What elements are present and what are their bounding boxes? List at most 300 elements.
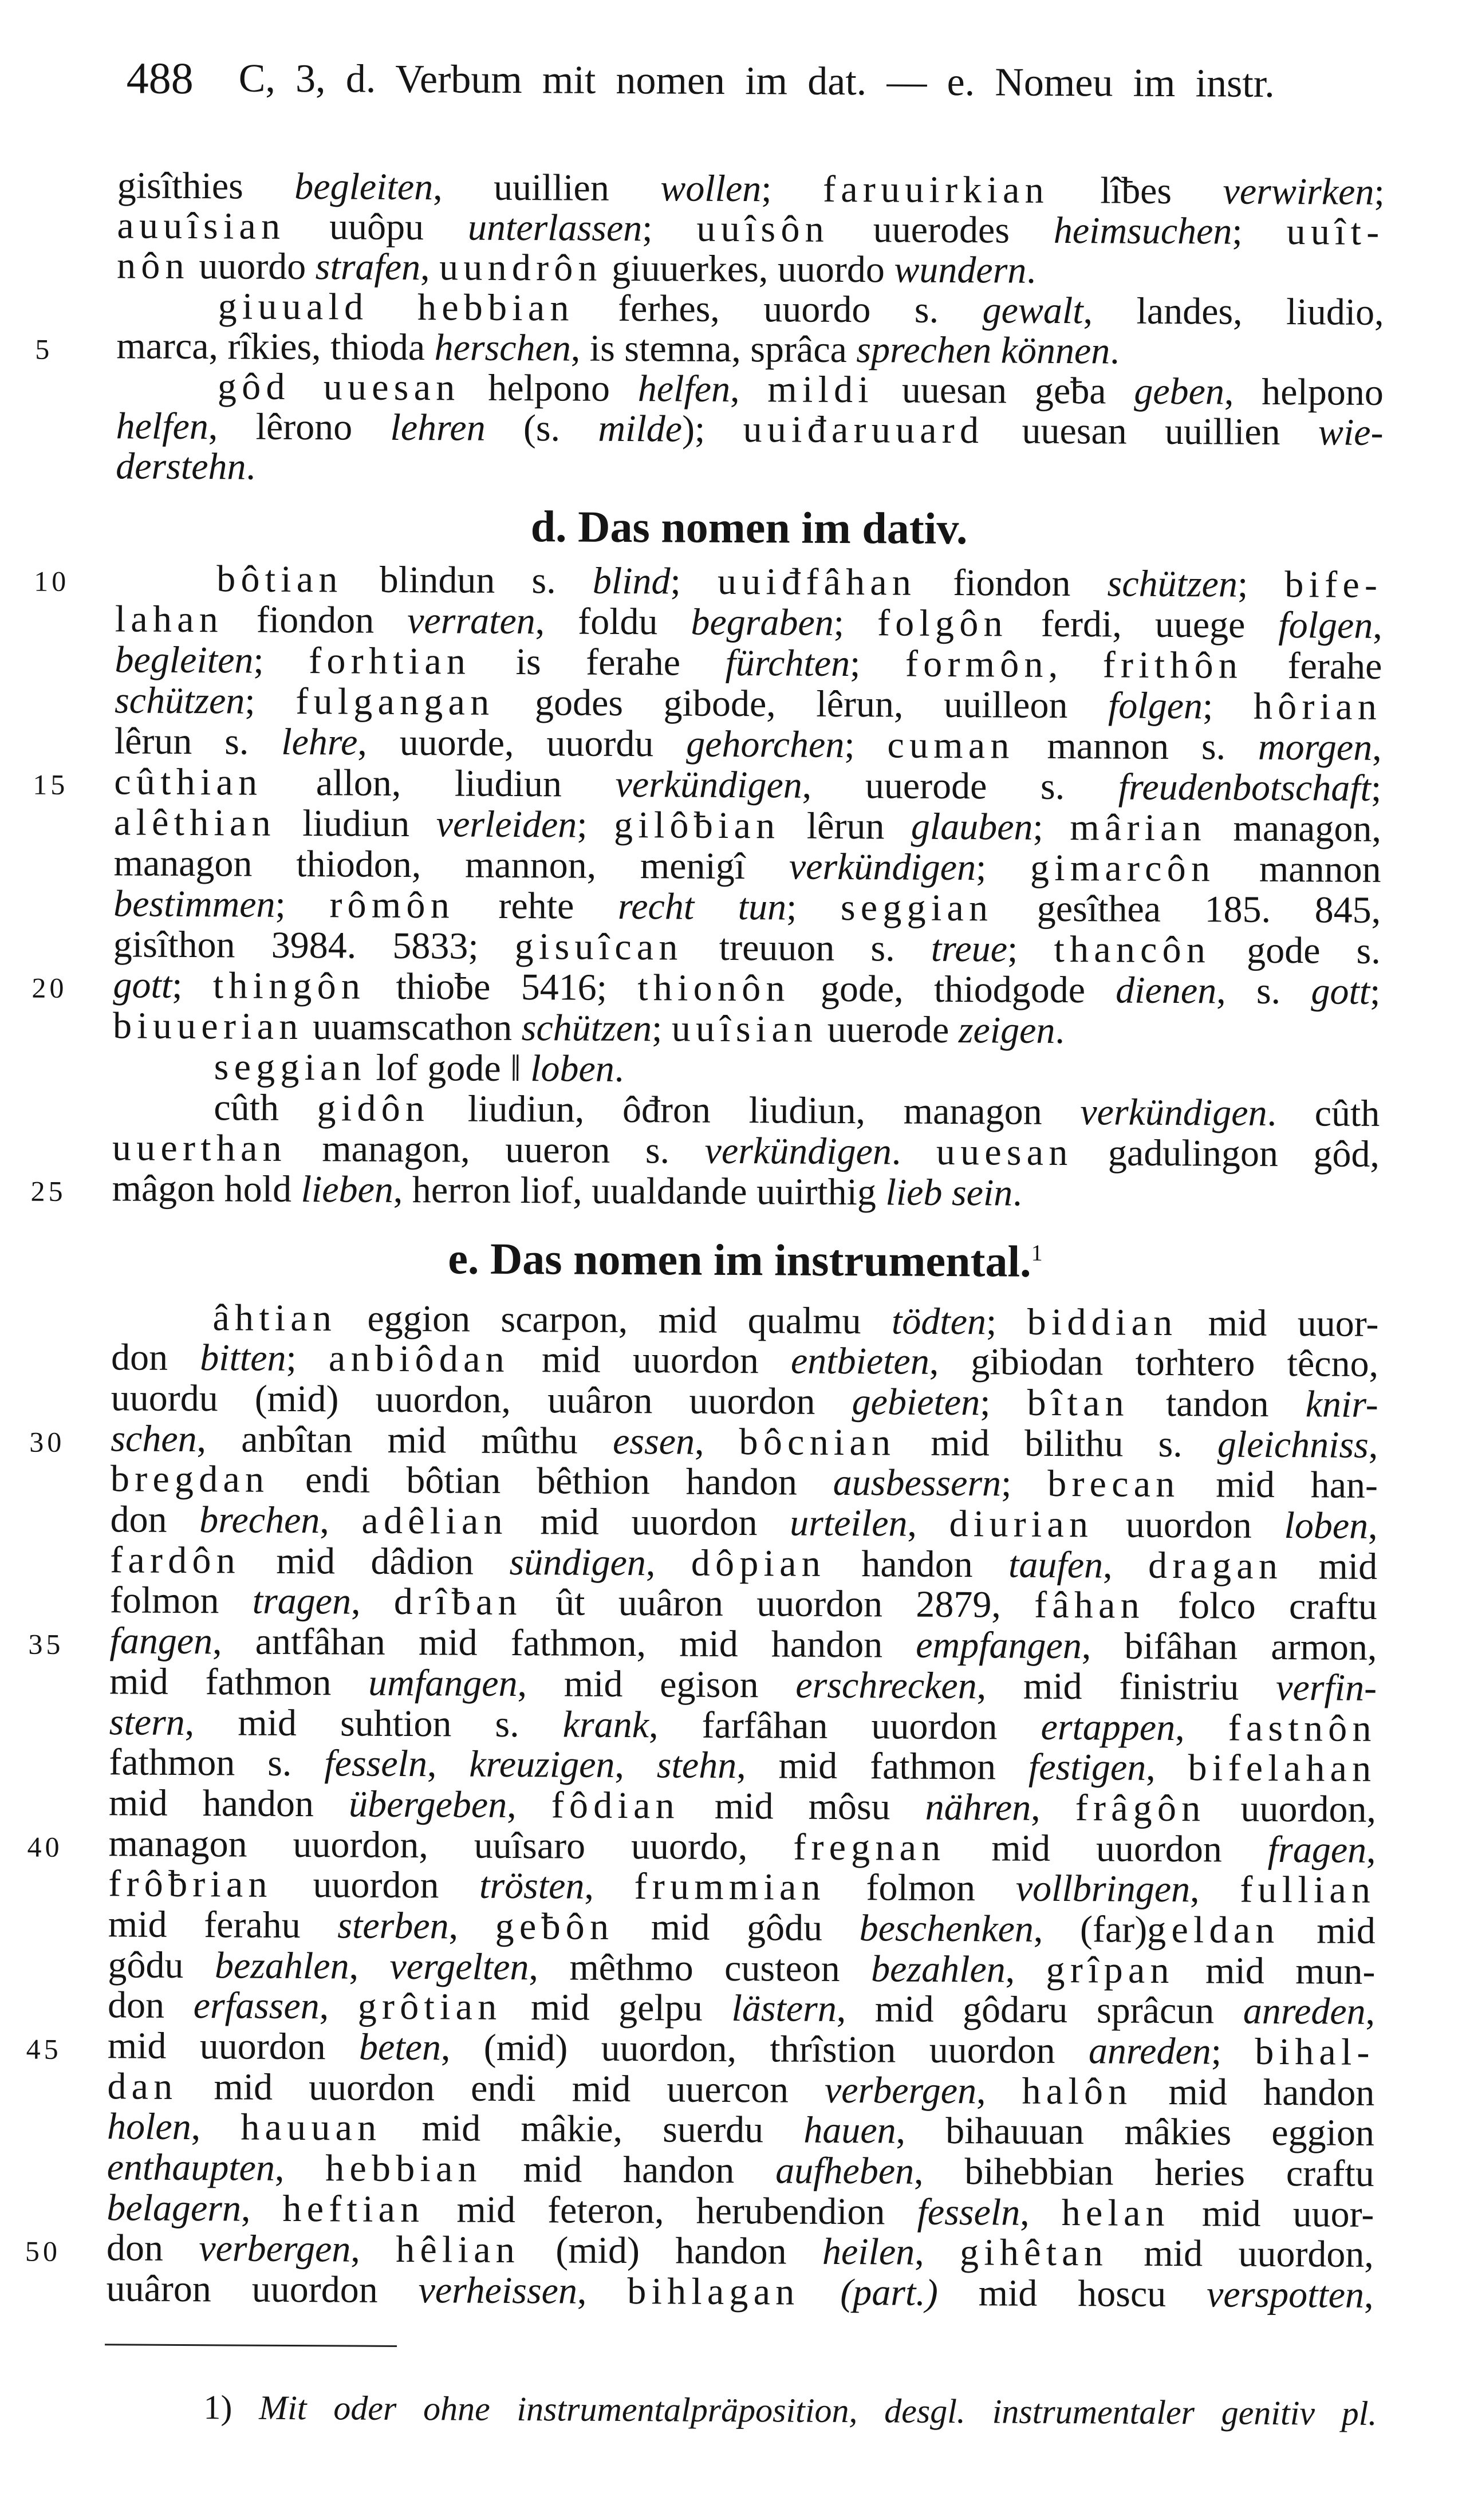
old-saxon-text: folco craftu: [1144, 1585, 1378, 1628]
old-saxon-text: ;: [1369, 970, 1381, 1013]
old-saxon-text: ;: [1211, 2030, 1255, 2073]
old-saxon-text: ;: [253, 639, 309, 682]
german-gloss: gott: [1311, 970, 1370, 1013]
german-gloss: lieben: [301, 1168, 394, 1211]
old-saxon-text: lêrun s.: [114, 719, 282, 763]
german-gloss: wollen: [660, 167, 762, 210]
old-saxon-text: , mid egison: [517, 1662, 796, 1706]
spaced-headword: seggian: [214, 1045, 367, 1089]
german-gloss: herschen: [434, 326, 572, 369]
german-gloss: übergeben: [348, 1783, 507, 1826]
old-saxon-text: tandon: [1129, 1382, 1306, 1426]
old-saxon-text: ;: [849, 642, 906, 685]
old-saxon-text: folmon: [825, 1867, 1016, 1909]
text-line: [33, 760, 1382, 809]
section-heading-d-text: d. Das nomen im dativ.: [530, 501, 968, 553]
old-saxon-text: , (far): [1033, 1908, 1148, 1951]
old-saxon-text: ,: [1366, 1829, 1376, 1871]
old-saxon-text: mid bilithu s.: [896, 1422, 1218, 1466]
old-saxon-text: ;: [1370, 767, 1382, 809]
german-gloss: trösten: [479, 1864, 585, 1907]
footnote-ref: 1: [1031, 1239, 1043, 1266]
text-line: [113, 1005, 1380, 1053]
german-gloss: tödten: [891, 1300, 987, 1342]
text-line: [34, 557, 1383, 606]
old-saxon-text: ,: [448, 1905, 495, 1947]
old-saxon-text: );: [681, 408, 743, 451]
german-gloss: verbergen: [824, 2069, 977, 2112]
old-saxon-text: ,: [1365, 1991, 1376, 2033]
old-saxon-text: , bihebbian heries craftu: [913, 2150, 1374, 2195]
old-saxon-text: ;: [761, 168, 823, 210]
old-saxon-text: ,: [577, 2270, 628, 2313]
german-gloss: anreden: [1088, 2030, 1211, 2073]
spaced-headword: hôrian: [1253, 685, 1382, 728]
old-saxon-text: ;: [286, 1337, 329, 1380]
text-line: [112, 1086, 1380, 1134]
german-gloss: fesseln: [917, 2191, 1020, 2234]
spaced-headword: uundrôn: [439, 246, 602, 289]
line-number: 25: [30, 1175, 66, 1207]
german-gloss: erschrecken: [795, 1664, 977, 1707]
section-e-instrumental: [25, 1296, 1379, 2317]
spaced-headword: fôdian: [551, 1784, 680, 1827]
german-gloss: geben: [1134, 370, 1225, 413]
text-line: [116, 446, 1383, 493]
old-saxon-text: folmon: [109, 1579, 253, 1623]
old-saxon-text: mid gelpu: [502, 1986, 732, 2030]
old-saxon-text: mid uuordon: [509, 1338, 791, 1382]
german-gloss: wie-: [1318, 411, 1384, 454]
old-saxon-text: ,: [1048, 643, 1103, 686]
old-saxon-text: blindun s.: [342, 558, 593, 602]
german-gloss: verkündigen: [615, 763, 802, 806]
old-saxon-text: allon, liudiun: [262, 761, 616, 805]
spaced-headword: hauuan: [241, 2106, 382, 2149]
old-saxon-text: ferhes, uuordo s.: [574, 287, 983, 332]
old-saxon-text: mid ferahu: [108, 1903, 338, 1947]
old-saxon-text: ,: [976, 2069, 1022, 2112]
spaced-headword: drîƀan: [393, 1581, 523, 1624]
german-gloss: anreden: [1243, 1990, 1366, 2033]
spaced-headword: bôcnian: [739, 1420, 896, 1464]
old-saxon-text: uuerodes: [829, 208, 1054, 251]
old-saxon-text: , mid suhtion s.: [184, 1701, 563, 1745]
old-saxon-text: ;: [786, 885, 841, 928]
german-gloss: (part.): [840, 2271, 939, 2314]
text-line: [114, 802, 1381, 849]
german-gloss: dienen: [1116, 968, 1217, 1011]
old-saxon-text: giuuerkes, uuordo: [602, 247, 894, 291]
old-saxon-text: ;: [245, 680, 296, 722]
line-number: 10: [34, 565, 70, 597]
spaced-headword: fardôn: [110, 1539, 241, 1582]
german-gloss: loben: [1284, 1505, 1369, 1547]
german-gloss: folgen: [1278, 604, 1373, 647]
old-saxon-text: mid handon: [1132, 2070, 1375, 2114]
old-saxon-text: managon uuordon, uuîsaro uuordo,: [108, 1822, 794, 1868]
spaced-headword: seggian: [840, 886, 994, 929]
german-gloss: lästern: [731, 1987, 837, 2030]
old-saxon-text: , anbîtan mid mûthu: [196, 1418, 613, 1462]
old-saxon-text: , herron liof, uualdande uuirthig: [393, 1168, 886, 1213]
german-gloss: helfen: [637, 368, 731, 410]
old-saxon-text: managon,: [1206, 806, 1382, 850]
old-saxon-text: is ferahe: [470, 640, 726, 684]
spaced-headword: dan: [107, 2065, 178, 2108]
spaced-headword: frâgôn: [1075, 1787, 1206, 1830]
old-saxon-text: ;: [1007, 928, 1054, 970]
old-saxon-text: mid dâdion: [240, 1539, 510, 1583]
old-saxon-text: ,: [915, 2231, 960, 2274]
text-line: [31, 963, 1381, 1013]
old-saxon-text: mid uuordon: [945, 1826, 1268, 1871]
spaced-headword: adêlian: [361, 1499, 508, 1543]
spaced-headword: anbiôdan: [328, 1337, 510, 1381]
old-saxon-text: , uuorde, uuordu: [357, 721, 687, 765]
german-gloss: empfangen: [916, 1624, 1082, 1667]
section-heading-d: [115, 498, 1382, 557]
line-number: 40: [27, 1830, 63, 1863]
german-gloss: verheissen: [418, 2269, 578, 2312]
german-gloss: recht tun: [617, 885, 787, 928]
old-saxon-text: gisîthon 3984. 5833;: [113, 923, 515, 967]
old-saxon-text: gode s.: [1210, 928, 1381, 972]
old-saxon-text: , helpono: [1224, 371, 1384, 414]
german-gloss: glauben: [911, 805, 1033, 848]
old-saxon-text: ;: [171, 964, 214, 1006]
german-gloss: lehren: [390, 406, 486, 449]
german-gloss: loben: [530, 1047, 615, 1090]
section-heading-e: [112, 1231, 1379, 1289]
text-line: [112, 1127, 1380, 1175]
spaced-headword: giuuald hebbian: [218, 285, 574, 329]
spaced-headword: diurian: [949, 1503, 1094, 1546]
old-saxon-text: mâgon hold: [112, 1167, 301, 1210]
german-gloss: schützen: [1107, 562, 1238, 605]
old-saxon-text: , landes, liudio,: [1083, 290, 1384, 333]
german-gloss: stern: [109, 1700, 185, 1743]
old-saxon-text: , mid finistriu: [976, 1665, 1276, 1708]
old-saxon-text: handon: [825, 1542, 1009, 1586]
old-saxon-text: mid feteron, herubendion: [424, 2188, 917, 2233]
old-saxon-text: , bifâhan armon,: [1081, 1625, 1377, 1669]
spaced-headword: auuîsian: [117, 204, 286, 247]
german-gloss: lieb sein: [885, 1171, 1013, 1214]
spaced-headword: frithôn: [1102, 643, 1243, 687]
old-saxon-text: , (mid) uuordon, thrîstion uuordon: [440, 2026, 1089, 2072]
old-saxon-text: mid môsu: [679, 1785, 925, 1828]
old-saxon-text: ,: [320, 1499, 362, 1542]
old-saxon-text: ;: [1374, 171, 1385, 213]
old-saxon-text: gôdu: [108, 1943, 215, 1986]
spaced-headword: gimarcôn: [1030, 846, 1216, 889]
old-saxon-text: uuerode: [818, 1008, 959, 1051]
old-saxon-text: ,: [1005, 1948, 1046, 1991]
text-line: [106, 2269, 1373, 2316]
old-saxon-text: ,: [350, 1580, 395, 1623]
german-gloss: heimsuchen: [1053, 209, 1232, 253]
old-saxon-text: cûth: [214, 1086, 317, 1129]
spaced-headword: geƀôn: [495, 1905, 614, 1948]
spaced-headword: biuuerian: [112, 1004, 304, 1048]
old-saxon-text: ,: [1368, 1424, 1378, 1466]
spaced-headword: hêlian: [396, 2228, 521, 2271]
old-saxon-text: mid fathmon: [109, 1660, 369, 1704]
old-saxon-text: marca, rîkies, thioda: [116, 325, 435, 369]
spaced-headword: bife-: [1284, 563, 1383, 606]
old-saxon-text: ;: [986, 1300, 1027, 1343]
spaced-headword: faruuirkian: [822, 168, 1050, 211]
german-gloss: umfangen: [368, 1661, 518, 1704]
german-gloss: freudenbotschaft: [1118, 766, 1372, 809]
old-saxon-text: ;: [980, 1381, 1027, 1424]
spaced-headword: nôn: [116, 245, 190, 288]
old-saxon-text: ,: [1189, 1868, 1240, 1911]
german-gloss: gehorchen: [686, 723, 845, 766]
german-gloss: verspotten: [1206, 2273, 1365, 2316]
old-saxon-text: godes gibode, lêrun, uuilleon: [494, 681, 1109, 726]
old-saxon-text: ,: [349, 1945, 390, 1987]
old-saxon-text: mid mâkie, suerdu: [381, 2107, 804, 2152]
old-saxon-text: , foldu: [535, 600, 691, 643]
spaced-headword: mildi: [767, 368, 874, 411]
old-saxon-text: .: [1026, 249, 1037, 292]
old-saxon-text: rehte: [454, 884, 618, 927]
footnote: [203, 2387, 1377, 2434]
section-c-continuation: [35, 164, 1385, 493]
german-gloss: hauen: [803, 2109, 896, 2152]
spaced-headword: uuesan: [936, 1131, 1073, 1174]
old-saxon-text: mid han-: [1180, 1463, 1378, 1507]
spaced-headword: bôtian: [216, 557, 343, 600]
spaced-headword: frôƀrian: [108, 1863, 273, 1906]
running-head: [127, 55, 1278, 107]
old-saxon-text: managon thiodon, mannon, menigî: [113, 841, 790, 888]
old-saxon-text: ,: [730, 368, 768, 411]
old-saxon-text: lof gode ‖: [366, 1046, 531, 1089]
old-saxon-text: ,: [1031, 1786, 1075, 1829]
old-saxon-text: ;: [1232, 210, 1287, 253]
line-number: 35: [28, 1628, 64, 1661]
old-saxon-text: don: [111, 1336, 200, 1379]
old-saxon-text: uuordon: [1093, 1503, 1284, 1547]
old-saxon-text: (s.: [485, 407, 598, 450]
old-saxon-text: gisîthies: [117, 164, 295, 207]
text-line: [30, 1167, 1379, 1215]
german-gloss: bezahlen: [870, 1947, 1006, 1991]
old-saxon-text: ,: [1020, 2191, 1062, 2234]
old-saxon-text: ;: [1202, 684, 1254, 727]
old-saxon-text: ;: [844, 723, 888, 766]
old-saxon-text: liudiun: [275, 802, 436, 845]
spaced-headword: cûthian: [114, 760, 263, 804]
old-saxon-text: ,: [507, 1783, 551, 1826]
old-saxon-text: , lêrono: [208, 405, 391, 448]
german-gloss: heilen: [822, 2231, 915, 2274]
old-saxon-text: ;: [1000, 1462, 1048, 1505]
german-gloss: zeigen: [958, 1009, 1055, 1052]
german-gloss: fürchten: [725, 641, 850, 684]
spaced-headword: frummian: [634, 1865, 826, 1909]
spaced-headword: folgôn: [877, 601, 1008, 644]
old-saxon-text: , s.: [1216, 969, 1311, 1012]
german-gloss: entbieten: [790, 1340, 930, 1383]
spaced-headword: uuîsôn: [696, 207, 830, 250]
german-gloss: nähren: [925, 1786, 1031, 1829]
old-saxon-text: , antfâhan mid fathmon, mid handon: [212, 1620, 916, 1666]
line-number: 20: [31, 971, 68, 1004]
old-saxon-text: uuôpu: [285, 205, 468, 249]
old-saxon-text: mannon: [1215, 847, 1381, 891]
text-line: [113, 924, 1381, 971]
old-saxon-text: mid handon: [108, 1782, 349, 1825]
text-line: [113, 883, 1381, 931]
line-number: 45: [26, 2033, 62, 2065]
spaced-headword: bihlagan: [627, 2270, 800, 2313]
old-saxon-text: .: [891, 1130, 937, 1173]
german-gloss: essen: [612, 1420, 695, 1463]
old-saxon-text: .: [1110, 330, 1120, 372]
page-number: 488: [126, 53, 194, 104]
old-saxon-text: ,: [1373, 604, 1383, 647]
spaced-headword: uuîsian: [671, 1007, 818, 1050]
spaced-headword: helan: [1061, 2191, 1171, 2234]
german-gloss: gott: [113, 963, 172, 1006]
old-saxon-text: ;: [651, 1007, 672, 1049]
german-gloss: treue: [931, 927, 1008, 970]
spaced-headword: uuiđfâhan: [717, 560, 917, 604]
old-saxon-text: uuordo: [189, 245, 316, 288]
spaced-headword: forhtian: [309, 639, 471, 683]
german-gloss: vollbringen: [1015, 1867, 1191, 1911]
german-gloss: stehn: [656, 1744, 737, 1787]
old-saxon-text: ;: [670, 560, 718, 603]
old-saxon-text: ;: [975, 846, 1031, 889]
old-saxon-text: eggion scarpon, mid qualmu: [336, 1297, 892, 1342]
german-gloss: gewalt: [982, 289, 1083, 332]
german-gloss: sterben: [337, 1904, 449, 1947]
old-saxon-text: .: [1055, 1009, 1065, 1052]
old-saxon-text: thioƀe 5416;: [365, 965, 638, 1009]
spaced-headword: fulgangan: [295, 680, 495, 723]
old-saxon-text: endi bôtian bêthion handon: [269, 1459, 833, 1504]
old-saxon-text: , farfâhan uuordon: [648, 1703, 1041, 1748]
german-gloss: sündigen: [509, 1541, 647, 1584]
old-saxon-text: .: [614, 1048, 624, 1090]
spaced-headword: thancôn: [1054, 928, 1211, 971]
old-saxon-text: ,: [1363, 2274, 1374, 2317]
german-gloss: holen: [107, 2105, 191, 2148]
old-saxon-text: ;: [275, 883, 330, 926]
old-saxon-text: mannon s.: [1014, 724, 1259, 768]
spaced-headword: thionôn: [637, 966, 790, 1010]
german-gloss: fragen: [1267, 1828, 1367, 1871]
german-gloss: tragen: [252, 1580, 352, 1623]
spaced-headword: halôn: [1022, 2070, 1133, 2113]
german-gloss: krank: [562, 1703, 649, 1746]
german-gloss: belagern: [107, 2187, 242, 2230]
old-saxon-text: mid uuordon endi mid uuercon: [178, 2065, 825, 2111]
spaced-headword: dragan: [1148, 1544, 1283, 1587]
spaced-headword: geldan: [1147, 1908, 1280, 1951]
old-saxon-text: ;: [642, 207, 697, 250]
old-saxon-text: , bihauuan mâkies eggion: [896, 2109, 1375, 2155]
old-saxon-text: don: [110, 1498, 200, 1541]
german-gloss: unterlassen: [467, 206, 643, 250]
text-line: [113, 842, 1381, 890]
old-saxon-text: don: [106, 2227, 199, 2270]
old-saxon-text: ,: [645, 1541, 692, 1584]
german-gloss: begraben: [691, 601, 834, 644]
old-saxon-text: , mid gôdaru sprâcun: [836, 1988, 1244, 2033]
old-saxon-text: mid mun-: [1174, 1949, 1376, 1993]
german-gloss: ertappen: [1041, 1706, 1176, 1749]
german-gloss: verkündigen: [1080, 1090, 1267, 1134]
old-saxon-text: ,: [191, 2106, 241, 2148]
german-gloss: gebieten: [852, 1381, 980, 1424]
footnote-rule: [105, 2344, 397, 2347]
old-saxon-text: .: [246, 446, 256, 488]
german-gloss: fesseln: [324, 1742, 428, 1785]
german-gloss: festigen: [1028, 1746, 1146, 1789]
old-saxon-text: ,: [1175, 1706, 1228, 1749]
german-gloss: sprechen können: [856, 329, 1110, 372]
old-saxon-text: gadulingon gôd,: [1073, 1131, 1380, 1175]
line-number: 30: [29, 1426, 65, 1458]
old-saxon-text: ;: [833, 601, 878, 644]
line-number: 5: [35, 333, 53, 365]
old-saxon-text: uuâron uuordon: [106, 2267, 419, 2312]
spaced-headword: alêthian: [113, 801, 276, 844]
german-gloss: fangen: [109, 1620, 213, 1663]
old-saxon-text: lêrun: [780, 804, 912, 848]
german-gloss: schützen: [521, 1006, 652, 1049]
german-gloss: verraten: [407, 599, 535, 642]
old-saxon-text: ;: [577, 804, 614, 846]
german-gloss: ausbessern: [833, 1462, 1002, 1505]
old-saxon-text: , uuerode s.: [802, 764, 1119, 808]
old-saxon-text: .: [1012, 1172, 1022, 1214]
old-saxon-text: , mid fathmon: [736, 1745, 1029, 1788]
old-saxon-text: (mid) handon: [519, 2229, 823, 2273]
german-gloss: aufheben: [775, 2149, 915, 2192]
old-saxon-text: mid uuor-: [1177, 1301, 1379, 1345]
german-gloss: wundern: [894, 249, 1027, 292]
section-heading-e-text: e. Das nomen im instrumental.: [448, 1233, 1031, 1286]
old-saxon-text: ferahe: [1242, 644, 1382, 687]
german-gloss: strafen: [315, 246, 421, 289]
spaced-headword: hebbian: [325, 2147, 483, 2190]
german-gloss: verkündigen: [789, 845, 976, 888]
spaced-headword: bihal-: [1255, 2030, 1375, 2073]
line-number: 50: [25, 2235, 61, 2268]
german-gloss: beten: [358, 2026, 442, 2069]
old-saxon-text: ,: [1372, 726, 1382, 769]
spaced-headword: uuît-: [1286, 211, 1385, 253]
german-gloss: helfen: [116, 405, 209, 448]
german-gloss: schützen: [114, 679, 245, 722]
spaced-headword: heftian: [282, 2187, 425, 2230]
old-saxon-text: mid uuordon,: [1108, 2232, 1374, 2276]
old-saxon-text: uuordon,: [1205, 1787, 1377, 1830]
line-number: 15: [33, 768, 69, 801]
old-saxon-text: , uuillien: [433, 166, 661, 210]
old-saxon-text: ,: [614, 1744, 657, 1786]
spaced-headword: bifelahan: [1188, 1747, 1377, 1790]
text-line: [116, 406, 1383, 453]
old-saxon-text: liudiun, ôđron liudiun, managon: [429, 1087, 1081, 1133]
